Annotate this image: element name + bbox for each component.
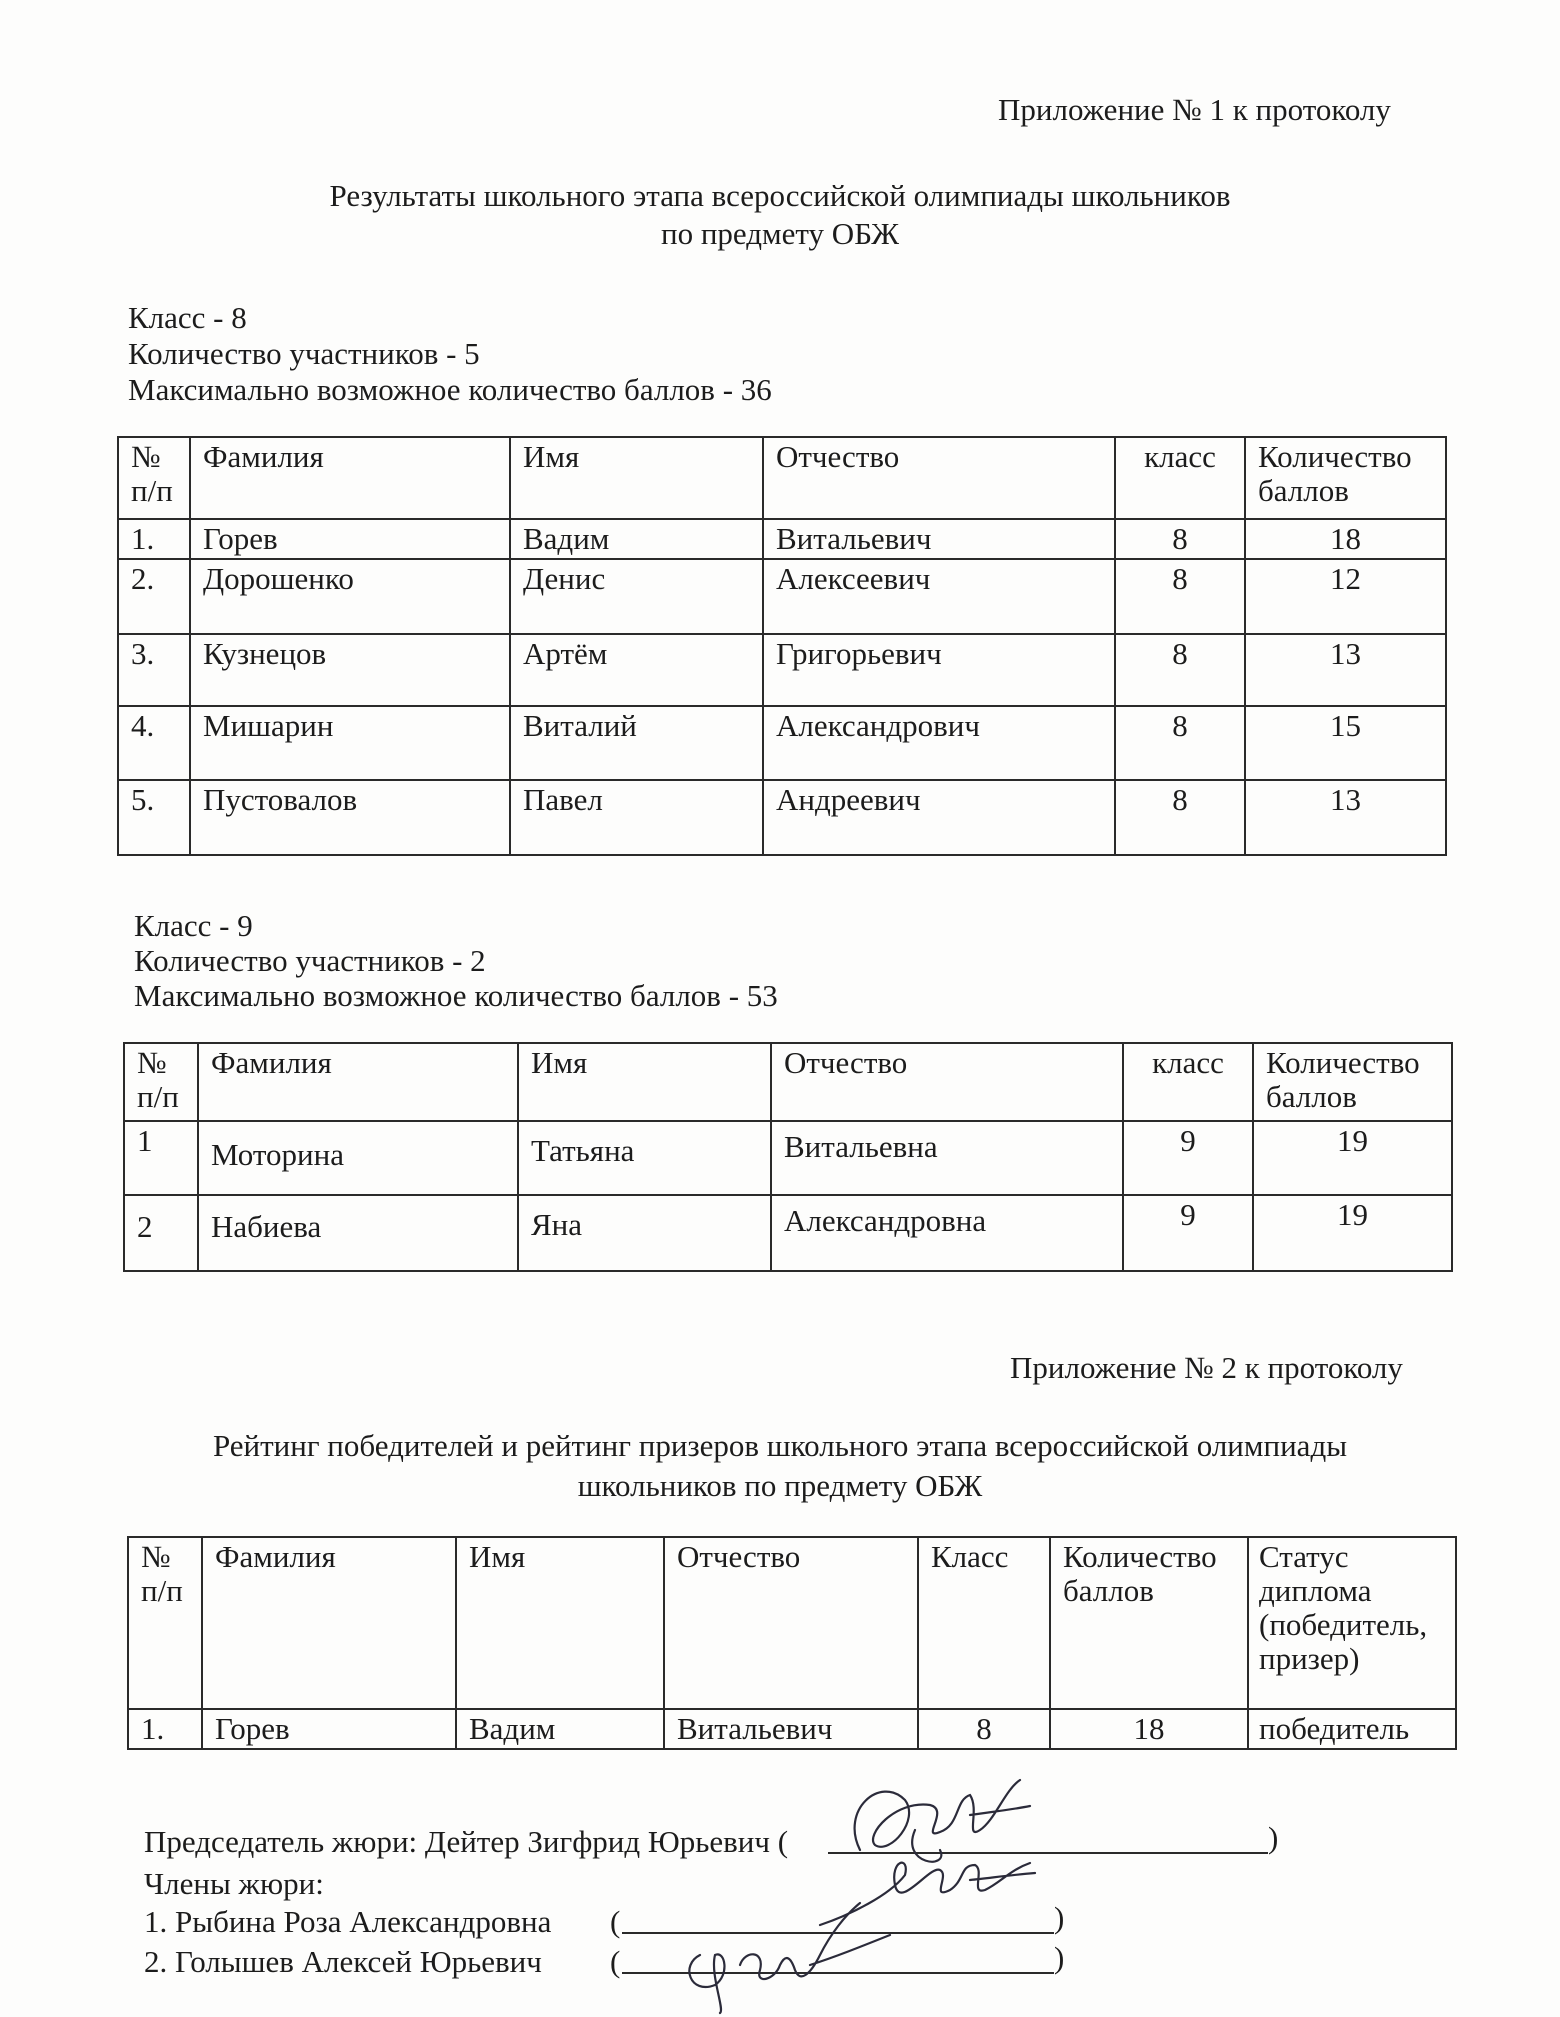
class8-participants-line: Количество участников - 5 xyxy=(128,336,480,371)
chair-close-paren: ) xyxy=(1268,1820,1279,1855)
member1-close-paren: ) xyxy=(1054,1900,1065,1935)
row-score: 19 xyxy=(1253,1121,1452,1195)
table-header-row xyxy=(118,437,1446,519)
header-patronymic: Отчество xyxy=(664,1537,918,1709)
row-class: 9 xyxy=(1123,1121,1253,1195)
row-score: 15 xyxy=(1245,706,1446,780)
jury-members-label: Члены жюри: xyxy=(144,1866,324,1901)
row-patronymic: Алексеевич xyxy=(763,559,1115,634)
appendix1-title-line1: Результаты школьного этапа всероссийской олимпиады школьников xyxy=(329,178,1231,213)
row-name: Яна xyxy=(518,1195,771,1271)
table-header-row xyxy=(124,1043,1452,1121)
header-surname: Фамилия xyxy=(198,1043,518,1121)
row-score: 13 xyxy=(1245,780,1446,855)
appendix1-title-line2: по предмету ОБЖ xyxy=(660,216,899,251)
header-name: Имя xyxy=(518,1043,771,1121)
row-score: 19 xyxy=(1253,1195,1452,1271)
header-score: Количество баллов xyxy=(1253,1043,1452,1121)
member2-close-paren: ) xyxy=(1054,1940,1065,1975)
row-name: Вадим xyxy=(510,519,763,559)
row-name: Виталий xyxy=(510,706,763,780)
row-number: 5. xyxy=(118,780,190,855)
class8-results-table xyxy=(117,436,1447,856)
member2-open-paren: ( xyxy=(610,1944,621,1979)
winners-rating-table xyxy=(127,1536,1457,1750)
row-patronymic: Андреевич xyxy=(763,780,1115,855)
header-number: № п/п xyxy=(124,1043,198,1121)
row-number: 2. xyxy=(118,559,190,634)
row-patronymic: Александрович xyxy=(763,706,1115,780)
row-name: Артём xyxy=(510,634,763,706)
header-number: № п/п xyxy=(118,437,190,519)
row-number: 1. xyxy=(118,519,190,559)
table-row xyxy=(118,634,1446,706)
header-surname: Фамилия xyxy=(202,1537,456,1709)
class9-results-table xyxy=(123,1042,1453,1272)
table-header-row xyxy=(128,1537,1456,1709)
row-patronymic: Витальевич xyxy=(664,1709,918,1749)
row-patronymic: Витальевна xyxy=(771,1121,1123,1195)
jury-chair-line: Председатель жюри: Дейтер Зигфрид Юрьевич ( xyxy=(144,1824,789,1859)
table-row xyxy=(124,1195,1452,1271)
table-row xyxy=(118,519,1446,559)
class9-class-line: Класс - 9 xyxy=(134,908,253,943)
class8-max-line: Максимально возможное количество баллов - 36 xyxy=(128,372,772,407)
table-row xyxy=(118,559,1446,634)
class9-max-line: Максимально возможное количество баллов - 53 xyxy=(134,978,778,1013)
row-class: 8 xyxy=(1115,519,1245,559)
row-class: 8 xyxy=(1115,780,1245,855)
row-class: 8 xyxy=(918,1709,1050,1749)
row-score: 12 xyxy=(1245,559,1446,634)
class8-class-line: Класс - 8 xyxy=(128,300,247,335)
row-score: 18 xyxy=(1050,1709,1248,1749)
row-number: 3. xyxy=(118,634,190,706)
header-diploma-status: Статус диплома (победитель, призер) xyxy=(1248,1537,1456,1709)
header-patronymic: Отчество xyxy=(763,437,1115,519)
row-diploma-status: победитель xyxy=(1248,1709,1456,1749)
row-score: 18 xyxy=(1245,519,1446,559)
row-class: 8 xyxy=(1115,559,1245,634)
row-class: 8 xyxy=(1115,706,1245,780)
header-class: Класс xyxy=(918,1537,1050,1709)
header-patronymic: Отчество xyxy=(771,1043,1123,1121)
member2-signature xyxy=(670,1895,900,2015)
row-name: Вадим xyxy=(456,1709,664,1749)
row-surname: Дорошенко xyxy=(190,559,510,634)
jury-member2: 2. Голышев Алексей Юрьевич xyxy=(144,1944,542,1979)
table-row xyxy=(128,1709,1456,1749)
header-number: № п/п xyxy=(128,1537,202,1709)
header-name: Имя xyxy=(456,1537,664,1709)
row-surname: Моторина xyxy=(198,1121,518,1195)
row-surname: Мишарин xyxy=(190,706,510,780)
row-number: 1 xyxy=(124,1121,198,1195)
appendix2-title-line2: школьников по предмету ОБЖ xyxy=(577,1468,983,1503)
header-surname: Фамилия xyxy=(190,437,510,519)
row-name: Павел xyxy=(510,780,763,855)
row-number: 4. xyxy=(118,706,190,780)
header-score: Количество баллов xyxy=(1050,1537,1248,1709)
row-surname: Набиева xyxy=(198,1195,518,1271)
table-row xyxy=(118,780,1446,855)
row-patronymic: Александровна xyxy=(771,1195,1123,1271)
table-row xyxy=(118,706,1446,780)
header-name: Имя xyxy=(510,437,763,519)
table-row xyxy=(124,1121,1452,1195)
row-score: 13 xyxy=(1245,634,1446,706)
jury-member1: 1. Рыбина Роза Александровна xyxy=(144,1904,552,1939)
row-surname: Пустовалов xyxy=(190,780,510,855)
row-surname: Горев xyxy=(190,519,510,559)
row-number: 1. xyxy=(128,1709,202,1749)
row-patronymic: Витальевич xyxy=(763,519,1115,559)
row-number: 2 xyxy=(124,1195,198,1271)
appendix1-heading: Приложение № 1 к протоколу xyxy=(998,92,1391,127)
row-class: 8 xyxy=(1115,634,1245,706)
row-patronymic: Григорьевич xyxy=(763,634,1115,706)
appendix2-heading: Приложение № 2 к протоколу xyxy=(1010,1350,1403,1385)
header-class: класс xyxy=(1115,437,1245,519)
row-class: 9 xyxy=(1123,1195,1253,1271)
row-surname: Кузнецов xyxy=(190,634,510,706)
row-name: Денис xyxy=(510,559,763,634)
header-class: класс xyxy=(1123,1043,1253,1121)
appendix2-title-line1: Рейтинг победителей и рейтинг призеров школьного этапа всероссийской олимпиады xyxy=(212,1428,1348,1463)
header-score: Количество баллов xyxy=(1245,437,1446,519)
row-surname: Горев xyxy=(202,1709,456,1749)
member1-open-paren: ( xyxy=(610,1904,621,1939)
class9-participants-line: Количество участников - 2 xyxy=(134,943,486,978)
row-name: Татьяна xyxy=(518,1121,771,1195)
